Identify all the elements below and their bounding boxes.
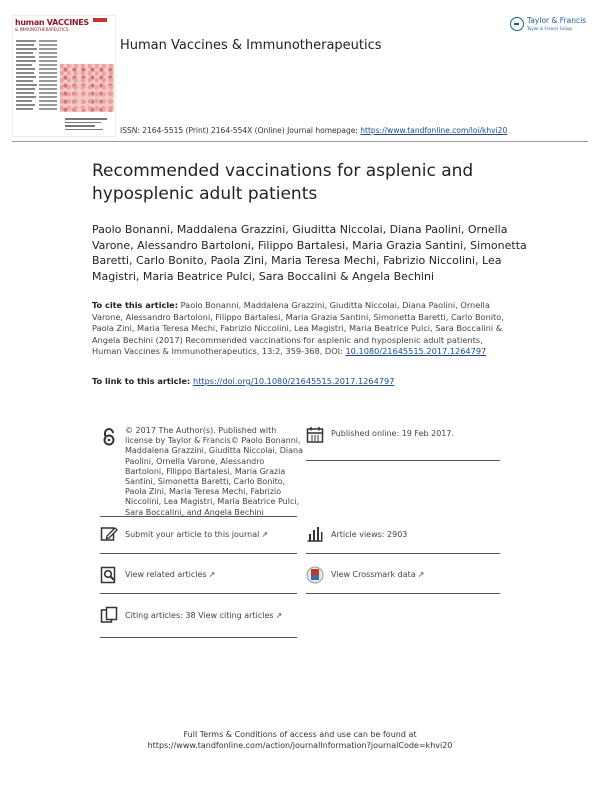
footer-line-1: Full Terms & Conditions of access and use can be found at	[183, 730, 417, 739]
edit-icon	[100, 525, 118, 543]
issn-text: ISSN: 2164-5515 (Print) 2164-554X (Online) Journal homepage:	[120, 126, 361, 135]
crossmark-divider	[306, 593, 500, 594]
citation-text: Paolo Bonanni, Maddalena Grazzini, Giuditta Niccolai, Diana Paolini, Ornella Varone, Alessandro Bartoloni, Filippo Bartalesi, Maria Grazia Santini, Simonetta Baretti, Carlo Bonito, Paola Zini, Maria Teresa Mechi, Fabrizio Niccolini, Lea Magistri, Maria Beatrice Pulci, Sara Boccalini & Angela Bechini (2017) Recommended vaccinations for asplenic and hyposplenic adult patients, Human Vaccines & Immunotherapeutics, 13:2, 359-368, DOI:	[92, 300, 504, 357]
article-link-label: To link to this article:	[92, 376, 193, 386]
submit-divider	[100, 553, 297, 554]
citing-articles-link[interactable]: Citing articles: 38 View citing articles	[125, 611, 274, 620]
cover-footer-lines	[65, 118, 107, 132]
search-document-icon	[100, 566, 118, 584]
publisher-tagline: Taylor & Francis Group	[527, 26, 572, 31]
cover-artwork	[60, 64, 114, 112]
journal-homepage-link[interactable]: https://www.tandfonline.com/loi/khvi20	[360, 126, 508, 135]
crossmark-link[interactable]: View Crossmark data	[331, 570, 416, 579]
cover-subtitle: & IMMUNOTHERAPEUTICS	[15, 27, 69, 32]
journal-title: Human Vaccines & Immunotherapeutics	[120, 38, 382, 53]
article-views-text: Article views: 2903	[331, 530, 408, 539]
publisher-logo	[510, 16, 586, 31]
cover-title: human VACCINES	[15, 18, 89, 27]
bar-chart-icon	[306, 525, 324, 543]
article-link-line	[92, 376, 394, 386]
external-link-icon: ↗	[261, 530, 269, 539]
cover-badge	[93, 18, 107, 22]
license-divider	[100, 516, 297, 517]
calendar-icon	[306, 426, 324, 444]
published-divider	[306, 460, 500, 461]
open-access-icon	[100, 428, 118, 446]
license-text: © 2017 The Author(s). Published with license by Taylor & Francis© Paolo Bonanni, Maddalena Grazzini, Giuditta Niccolai, Diana Paolini, Ornella Varone, Alessandro Bartoloni, Filippo Bartalesi, Maria Grazia Santini, Simonetta Baretti, Carlo Bonito, Paola Zini, Maria Teresa Mechi, Fabrizio Niccolini, Lea Magistri, Maria Beatrice Pulci, Sara Boccalini, and Angela Bechini	[125, 426, 304, 517]
citation-doi-link[interactable]: 10.1080/21645515.2017.1264797	[345, 346, 487, 357]
citing-articles-icon	[100, 606, 118, 624]
published-online-text: Published online: 19 Feb 2017.	[331, 429, 455, 438]
external-link-icon: ↗	[417, 570, 425, 579]
citation-block	[92, 300, 512, 358]
header-divider	[12, 141, 588, 142]
related-divider	[100, 593, 297, 594]
issn-line	[120, 126, 507, 135]
publisher-name: Taylor & Francis	[527, 16, 587, 25]
citation-label: To cite this article:	[92, 300, 178, 310]
citing-divider	[100, 637, 297, 638]
views-divider	[306, 553, 500, 554]
related-articles-link[interactable]: View related articles	[125, 570, 207, 579]
journal-cover	[12, 15, 116, 137]
external-link-icon: ↗	[275, 611, 283, 620]
footer-terms-link[interactable]: https://www.tandfonline.com/action/journalInformation?journalCode=khvi20	[147, 741, 453, 750]
authors-list: Paolo Bonanni, Maddalena Grazzini, Giuditta Niccolai, Diana Paolini, Ornella Varone, Alessandro Bartoloni, Filippo Bartalesi, Maria Grazia Santini, Simonetta Baretti, Carlo Bonito, Paola Zini, Maria Teresa Mechi, Fabrizio Niccolini, Lea Magistri, Maria Beatrice Pulci, Sara Boccalini & Angela Bechini	[92, 223, 527, 283]
external-link-icon: ↗	[208, 570, 216, 579]
publisher-logo-icon	[510, 17, 524, 31]
article-title: Recommended vaccinations for asplenic and hyposplenic adult patients	[92, 161, 474, 204]
cover-text-lines-2	[39, 40, 57, 112]
article-doi-link[interactable]: https://doi.org/10.1080/21645515.2017.1264797	[193, 376, 395, 386]
footer-terms	[0, 729, 600, 751]
crossmark-icon	[306, 566, 324, 584]
submit-article-link[interactable]: Submit your article to this journal	[125, 530, 260, 539]
